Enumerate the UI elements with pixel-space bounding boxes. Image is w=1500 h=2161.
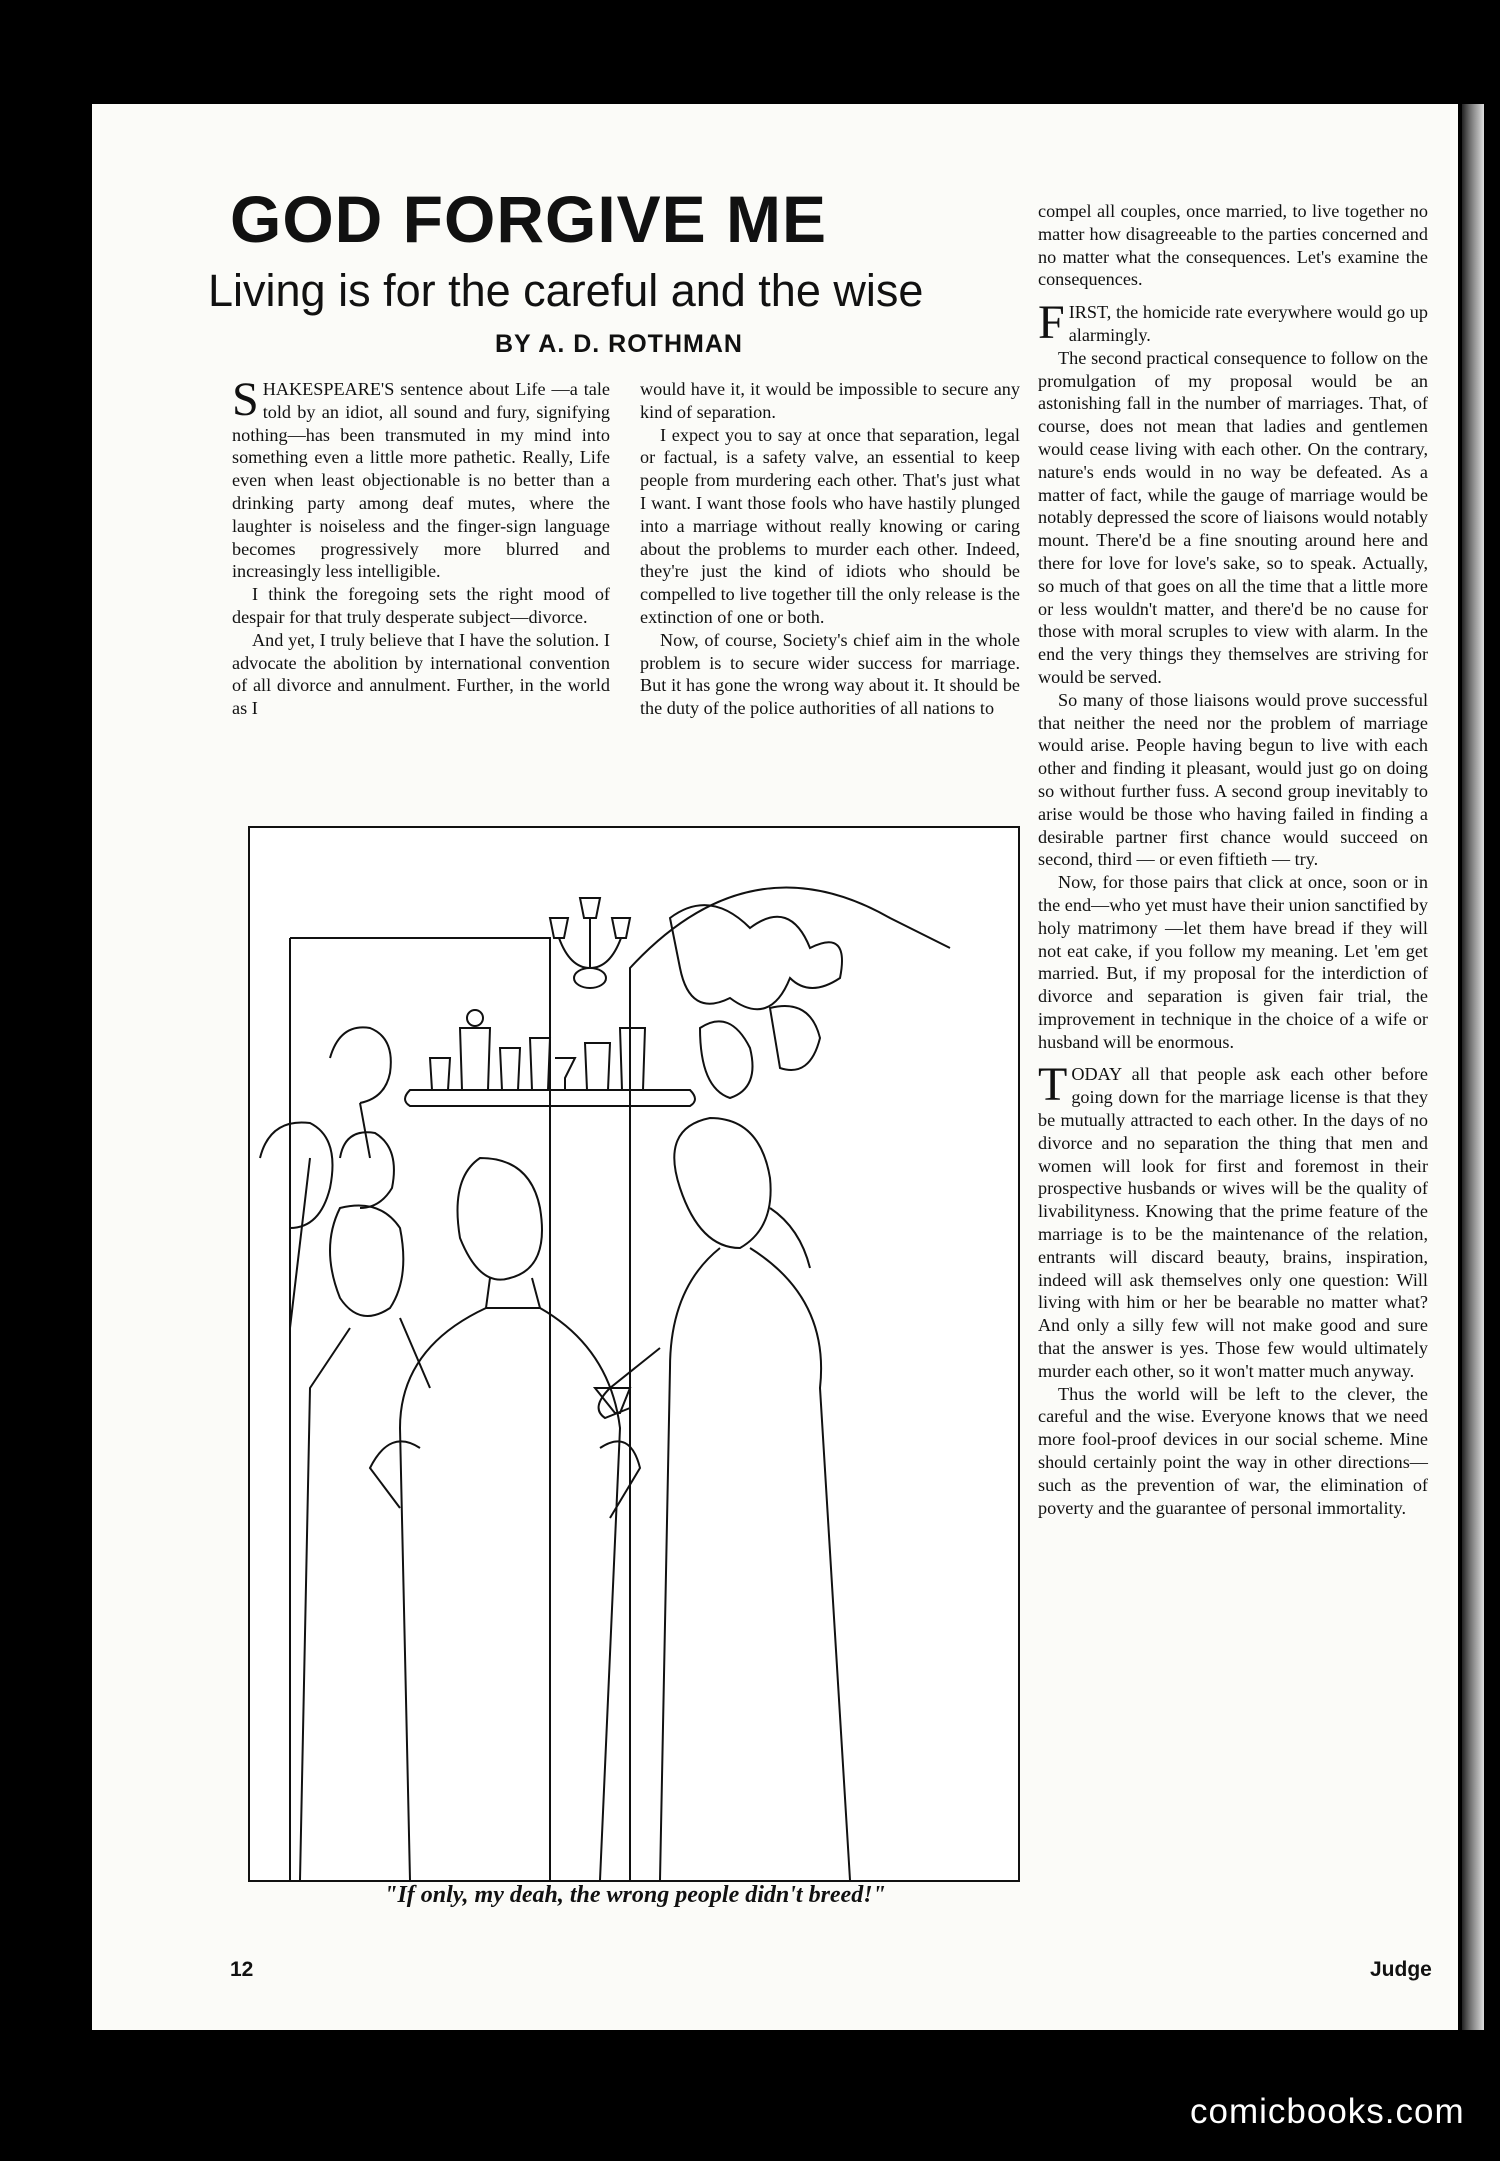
- wall-sconce: [550, 898, 630, 988]
- cartoon-illustration: [248, 826, 1020, 1882]
- paragraph: [232, 373, 610, 583]
- site-watermark: comicbooks.com: [1190, 2092, 1465, 2131]
- paragraph: I think the foregoing sets the right mood of despair for that truly desperate subject—divorce.: [232, 584, 610, 627]
- article-title: GOD FORGIVE ME: [230, 182, 828, 256]
- dowager-figure: [595, 1118, 850, 1880]
- guest-head-left: [260, 1122, 333, 1228]
- text-column-3: [1038, 200, 1428, 1519]
- paragraph: The second practical consequence to follow on the promulgation of my proposal would be an astonishing fall in the number of marriages. That, of course, does not mean that ladies and gentlemen would cease living with each other. On the contrary, nature's ends would in no way be defeated. As a matter of fact, while the gauge of marriage would be notably depressed the score of liaisons would notably mount. There'd be a fine snouting around here and there for love for love's sake, so to speak. Actually, so much of that goes on all the time that a little more or less wouldn't matter, and there'd be no cause for those with moral scruples to view with alarm. In the end the very things they themselves are striving for would be served.: [1038, 347, 1428, 687]
- paragraph: Thus the world will be left to the clever, the careful and the wise. Everyone knows that we need more fool-proof devices in our social scheme. Mine should certainly point the way in other directions—such as the prevention of war, the elimination of poverty and the guarantee of personal immortality.: [1038, 1383, 1428, 1518]
- foliage: [670, 905, 842, 1009]
- party-scene-drawing: [250, 828, 1018, 1880]
- paragraph: would have it, it would be impossible to secure any kind of separation.: [640, 379, 1020, 422]
- article-subtitle: Living is for the careful and the wise: [208, 265, 924, 316]
- woman-in-gown: [370, 1158, 640, 1880]
- page-number: 12: [230, 1958, 254, 1981]
- paragraph: I expect you to say at once that separation, legal or factual, is a safety valve, an essential to keep people from murdering each other. That's just what I want. I want those fools who have hastily plunged into a marriage without really knowing or caring about the problems to murder each other. Indeed, they're just the kind of idiots who should be compelled to live together till the only release is the extinction of one or both.: [640, 424, 1020, 627]
- paragraph-text: HAKESPEARE'S sentence about Life —a tale told by an idiot, all sound and fury, signifying nothing—has been transmuted in my mind into something even a little more pathetic. Really, Life even when least objectionable is no better than a drinking party among deaf mutes, where the laughter is noiseless and the finger-sign language becomes progressively more blurred and increasingly less intelligible.: [232, 379, 610, 582]
- paragraph: compel all couples, once married, to live together no matter how disagreeable to the parties concerned and no matter what the consequences. Let's examine the consequences.: [1038, 201, 1428, 290]
- paragraph: Now, of course, Society's chief aim in the whole problem is to secure wider success for marriage. But it has gone the wrong way about it. It should be the duty of the police authorities of all nations to: [640, 629, 1020, 719]
- waiter-head: [330, 1027, 391, 1103]
- page-spine-shadow: [1462, 104, 1484, 2030]
- magazine-name: Judge: [1370, 1958, 1432, 1981]
- paragraph: And yet, I truly believe that I have the solution. I advocate the abolition by international convention of all divorce and annulment. Further, in the world as I: [232, 629, 610, 719]
- drop-cap: S: [232, 373, 259, 426]
- paragraph: So many of those liaisons would prove successful that neither the need nor the problem of marriage would arise. People having begun to live with each other and finding it pleasant, would just go on doing so without further fuss. A second group inevitably to arise would be those who having failed in finding a desirable partner first chance would succeed on second, third — or even fiftieth — try.: [1038, 689, 1428, 870]
- paragraph-text: ODAY all that people ask each other before going down for the marriage license is that they be mutually attracted to each other. In the days of no divorce and no separation the thing that men and women will look for first and foremost in their prospective husbands or wives will be the quality of livabilityness. Knowing that the prime feature of the marriage is to be the maintenance of the relation, entrants will discard beauty, brains, inspiration, indeed will ask themselves only one question: Will living with him or her be bearable no matter what? And only a silly few will not make good and sure that the answer is yes. Those few would ultimately murder each other, so it won't matter much anyway.: [1038, 1064, 1428, 1381]
- man-head: [330, 1206, 403, 1317]
- text-column-2: [640, 378, 1020, 720]
- drop-cap: F: [1038, 296, 1065, 350]
- drop-cap: T: [1038, 1058, 1068, 1112]
- illustration-caption: "If only, my deah, the wrong people didn't breed!": [384, 1882, 886, 1908]
- text-column-1: [232, 373, 610, 720]
- paragraph-text: IRST, the homicide rate everywhere would go up alarmingly.: [1068, 302, 1428, 345]
- article-byline: BY A. D. ROTHMAN: [495, 330, 743, 358]
- paragraph: Now, for those pairs that click at once, soon or in the end—who yet must have their union sanctified by holy matrimony —let them have bread if they will not eat cake, if you follow my meaning. Let 'em get married. But, if my proposal for the interdiction of divorce and separation is given fair trial, the improvement in technique in the choice of a wife or husband will be enormous.: [1038, 872, 1428, 1052]
- paragraph: [1038, 1058, 1428, 1382]
- paragraph: [1038, 296, 1428, 350]
